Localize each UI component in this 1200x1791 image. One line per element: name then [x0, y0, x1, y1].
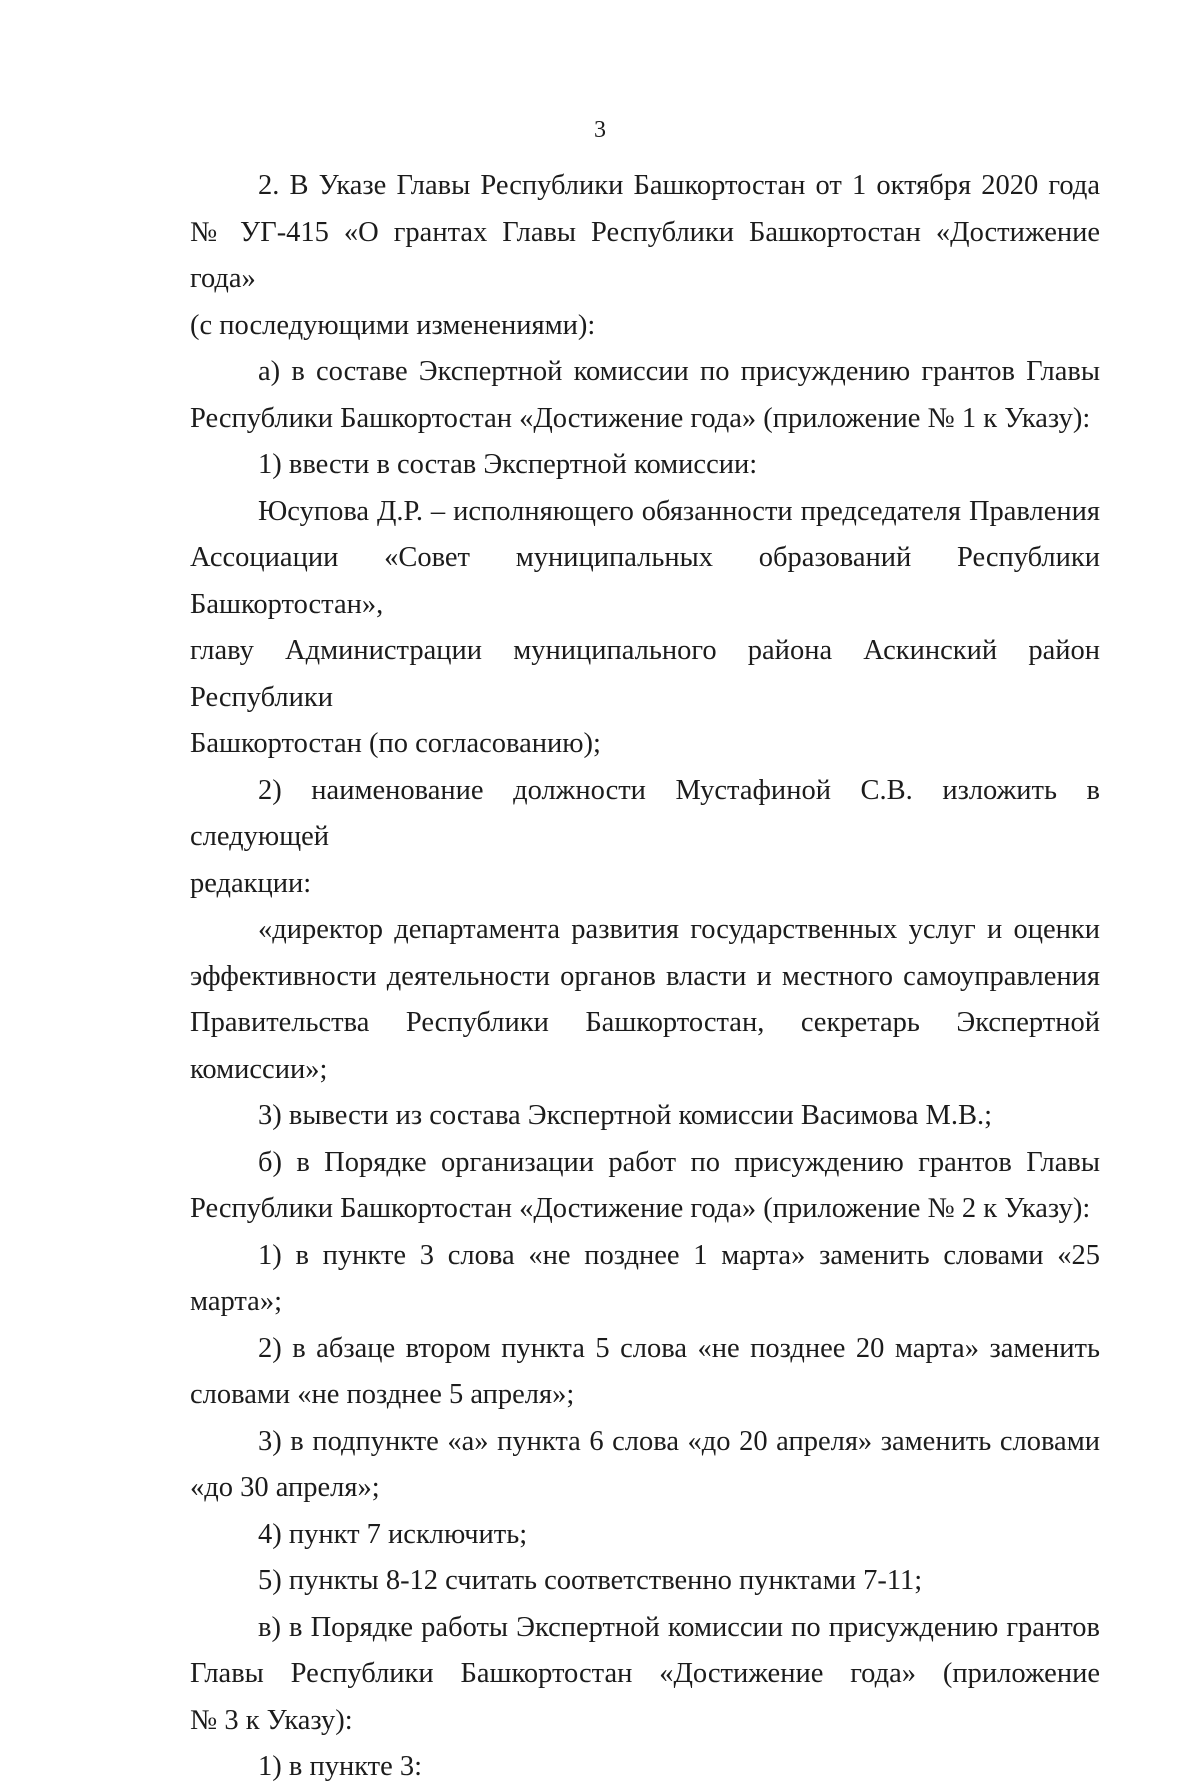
page-number: 3	[594, 117, 606, 143]
paragraph-line: № 3 к Указу):	[190, 1704, 353, 1736]
paragraph-line: в) в Порядке работы Экспертной комиссии по присуждению грантов	[258, 1611, 1100, 1643]
paragraph-line: Юсупова Д.Р. – исполняющего обязанности председателя Правления	[258, 495, 1100, 527]
paragraph-line: а) в составе Экспертной комиссии по присуждению грантов Главы	[258, 356, 1100, 387]
paragraph-line: 2) в абзаце втором пункта 5 слова «не позднее 20 марта» заменить	[258, 1332, 1100, 1364]
paragraph-line: 1) в пункте 3 слова «не позднее 1 марта» заменить словами «25 марта»;	[190, 1239, 1100, 1317]
paragraph-line: 2. В Указе Главы Республики Башкортостан от 1 октября 2020 года	[258, 170, 1100, 201]
paragraph-line: Правительства Республики Башкортостан, секретарь Экспертной комиссии»;	[190, 1007, 1100, 1085]
paragraph-line: редакции:	[190, 867, 312, 899]
paragraph-line: Главы Республики Башкортостан «Достижение года» (приложение	[190, 1658, 1100, 1689]
paragraph-line: эффективности деятельности органов власти и местного самоуправления	[190, 960, 1100, 992]
paragraph-line: 3) вывести из состава Экспертной комиссии Васимова М.В.;	[258, 1100, 993, 1131]
paragraph-line: 2) наименование должности Мустафиной С.В. изложить в следующей	[190, 774, 1100, 852]
paragraph-line: главу Администрации муниципального района Аскинский район Республики	[190, 635, 1100, 713]
paragraph-line: «директор департамента развития государственных услуг и оценки	[258, 914, 1100, 945]
paragraph-line: б) в Порядке организации работ по присуждению грантов Главы	[258, 1146, 1100, 1178]
paragraph-line: Республики Башкортостан «Достижение года» (приложение № 2 к Указу):	[190, 1193, 1091, 1224]
paragraph-line: 1) в пункте 3:	[258, 1751, 423, 1782]
paragraph-line: 5) пункты 8-12 считать соответственно пунктами 7-11;	[258, 1565, 923, 1596]
paragraph-line: (с последующими изменениями):	[190, 309, 596, 341]
paragraph-line: Республики Башкортостан «Достижение года» (приложение № 1 к Указу):	[190, 402, 1091, 434]
paragraph-line: 4) пункт 7 исключить;	[258, 1518, 528, 1550]
document-body	[190, 163, 1100, 1791]
paragraph-line: 1) ввести в состав Экспертной комиссии:	[258, 449, 758, 480]
paragraph-line: № УГ-415 «О грантах Главы Республики Башкортостан «Достижение года»	[190, 216, 1100, 294]
paragraph-line: словами «не позднее 5 апреля»;	[190, 1379, 575, 1410]
paragraph-line: «до 30 апреля»;	[190, 1472, 380, 1503]
paragraph-line: Ассоциации «Совет муниципальных образований Республики Башкортостан»,	[190, 542, 1100, 620]
paragraph-line: 3) в подпункте «а» пункта 6 слова «до 20 апреля» заменить словами	[258, 1425, 1100, 1457]
paragraph-line: Башкортостан (по согласованию);	[190, 728, 601, 759]
